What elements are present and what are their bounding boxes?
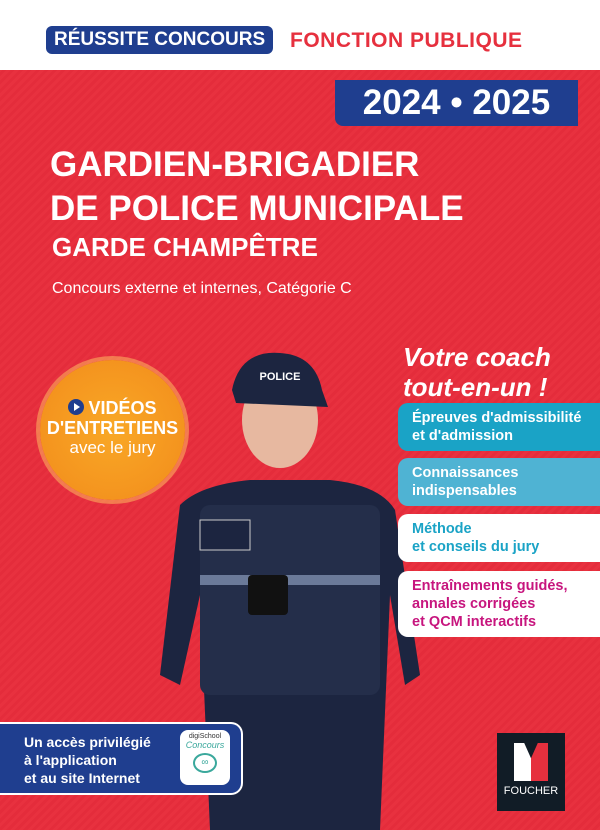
video-line: avec le jury [69, 438, 156, 457]
feature-line: Connaissances [412, 465, 519, 481]
foucher-mark-icon [514, 743, 548, 781]
access-line: à l'application [24, 752, 117, 768]
feature-line: et conseils du jury [412, 539, 540, 555]
digischool-brand: digiSchool [188, 733, 222, 740]
digischool-product: Concours [185, 740, 225, 750]
subtitle: GARDE CHAMPÊTRE [52, 232, 318, 262]
title-line: DE POLICE MUNICIPALE [50, 189, 464, 228]
feature-box [398, 514, 600, 562]
cap-text: POLICE [259, 371, 301, 383]
coach-line: Votre coach [403, 342, 551, 372]
access-line: et au site Internet [24, 770, 140, 786]
book-title [50, 143, 464, 231]
feature-line: Entraînements guidés, [412, 578, 568, 594]
publisher-name: FOUCHER [503, 785, 559, 797]
access-line: Un accès privilégié [24, 734, 151, 750]
feature-line: Épreuves d'admissibilité [412, 410, 582, 426]
digischool-logo [180, 730, 230, 785]
feature-line: annales corrigées [412, 596, 536, 612]
feature-box [398, 403, 600, 451]
video-line: D'ENTRETIENS [46, 418, 179, 438]
publisher-logo [497, 733, 565, 811]
tagline: Concours externe et internes, Catégorie C [52, 280, 352, 297]
video-line: VIDÉOS [88, 398, 157, 418]
series-badge: RÉUSSITE CONCOURS [46, 26, 273, 54]
feature-line: indispensables [412, 483, 517, 499]
feature-line: et d'admission [412, 428, 513, 444]
title-line: GARDIEN-BRIGADIER [50, 145, 420, 184]
feature-line: Méthode [412, 521, 472, 537]
feature-box [398, 458, 600, 506]
play-icon [68, 399, 84, 415]
laurel-icon: ∞ [193, 753, 217, 773]
coach-line: tout-en-un ! [403, 372, 548, 402]
feature-box [398, 571, 600, 637]
collection-label: FONCTION PUBLIQUE [290, 29, 523, 52]
coach-slogan [403, 342, 551, 402]
feature-line: et QCM interactifs [412, 614, 537, 630]
video-interviews-badge [40, 360, 185, 500]
year-badge: 2024 • 2025 [335, 80, 578, 126]
